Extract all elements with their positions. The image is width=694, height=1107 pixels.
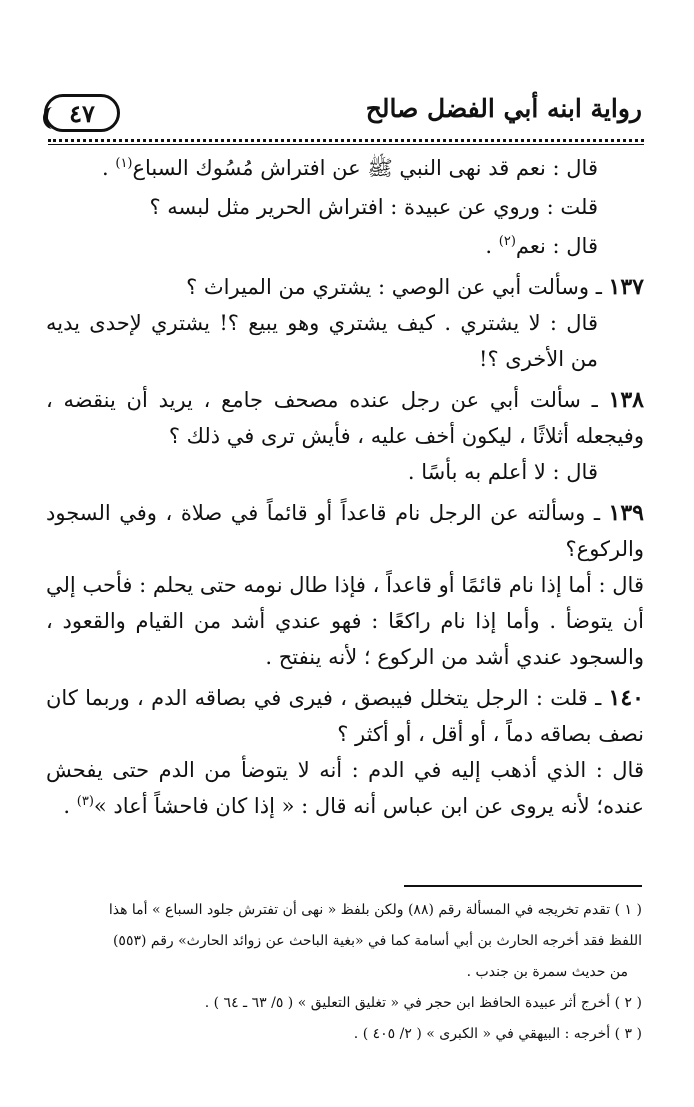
footnotes xyxy=(48,895,642,1050)
entry-140-question: ١٤٠ ـ قلت : الرجل يتخلل فيبصق ، فيرى في بصاقه الدم ، وربما كان نصف بصاقه دماً ، أو أقل ، أو أكثر ؟ xyxy=(46,685,644,746)
entry-number: ١٣٨ xyxy=(608,387,644,413)
entry-138-question: ١٣٨ ـ سألت أبي عن رجل عنده مصحف جامع ، يريد أن ينقضه ، وفيجعله أثلاثًا ، ليكون أخف عليه ، فأيش ترى في ذلك ؟ xyxy=(46,387,644,448)
footnote-2: ( ٢ ) أخرج أثر عبيدة الحافظ ابن حجر في « تغليق التعليق » ( ٥/ ٦٣ ـ ٦٤ ) . xyxy=(204,995,642,1011)
footnote-ref-3: (٣) xyxy=(76,794,94,809)
entry-number: ١٣٧ xyxy=(608,274,644,300)
footnote-1: ( ١ ) تقدم تخريجه في المسألة رقم (٨٨) ولكن بلفظ « نهى أن تفترش جلود السباع » أما هذا xyxy=(108,902,642,918)
footnote-3: ( ٣ ) أخرجه : البيهقي في « الكبرى » ( ٢/ ٤٠٥ ) . xyxy=(353,1026,642,1042)
page-number: ٤٧ xyxy=(69,98,95,128)
entry-139-question: ١٣٩ ـ وسألته عن الرجل نام قاعداً أو قائماً في صلاة ، وفي السجود والركوع؟ xyxy=(46,500,644,561)
footnote-ref-2: (٢) xyxy=(498,234,516,249)
entry-140-answer: قال : الذي أذهب إليه في الدم : أنه لا يتوضأ من الدم حتى يفحش عنده؛ لأنه يروى عن ابن عباس أنه قال : « إذا كان فاحشاً أعاد »$^{(٣)}$ . xyxy=(46,758,644,818)
footnote-1-continued: اللفظ فقد أخرجه الحارث بن أبي أسامة كما في «بغية الباحث عن زوائد الحارث» رقم (٥٥٣) xyxy=(112,933,642,949)
entry-138-answer: قال : لا أعلم به بأسًا . xyxy=(407,460,598,484)
paragraph-continuation-line-2: قلت : وروي عن عبيدة : افتراش الحرير مثل لبسه ؟ xyxy=(149,195,598,219)
page-number-badge xyxy=(44,94,120,132)
paragraph-continuation-line-3: قال : نعم$^{(٢)}$ . xyxy=(485,234,598,258)
footnote-separator xyxy=(404,885,642,887)
running-header-title: رواية ابنه أبي الفضل صالح xyxy=(365,94,642,123)
main-text xyxy=(46,150,644,824)
header-divider xyxy=(48,139,644,142)
entry-137-question: ١٣٧ ـ وسألت أبي عن الوصي : يشتري من الميراث ؟ xyxy=(186,274,644,300)
footnote-ref-1: (١) xyxy=(115,156,133,171)
footnote-1-end: من حديث سمرة بن جندب . xyxy=(466,964,628,980)
entry-number: ١٣٩ xyxy=(608,500,644,526)
entry-139-answer: قال : أما إذا نام قائمًا أو قاعداً ، فإذا طال نومه حتى يحلم : فأحب إلي أن يتوضأ . وأما إذا نام راكعًا : فهو عندي أشد من القيام والقعود ، والسجود عندي أشد من الركوع ؛ لأنه ينفتح . xyxy=(46,573,644,669)
paragraph-continuation-line-1: قال : نعم قد نهى النبي ﷺ عن افتراش مُسُوك السباع$^{(١)}$ . xyxy=(102,156,598,180)
entry-137-answer: قال : لا يشتري . كيف يشتري وهو يبيع ؟! يشتري لإحدى يديه من الأخرى ؟! xyxy=(46,311,598,371)
entry-number: ١٤٠ xyxy=(608,685,644,711)
